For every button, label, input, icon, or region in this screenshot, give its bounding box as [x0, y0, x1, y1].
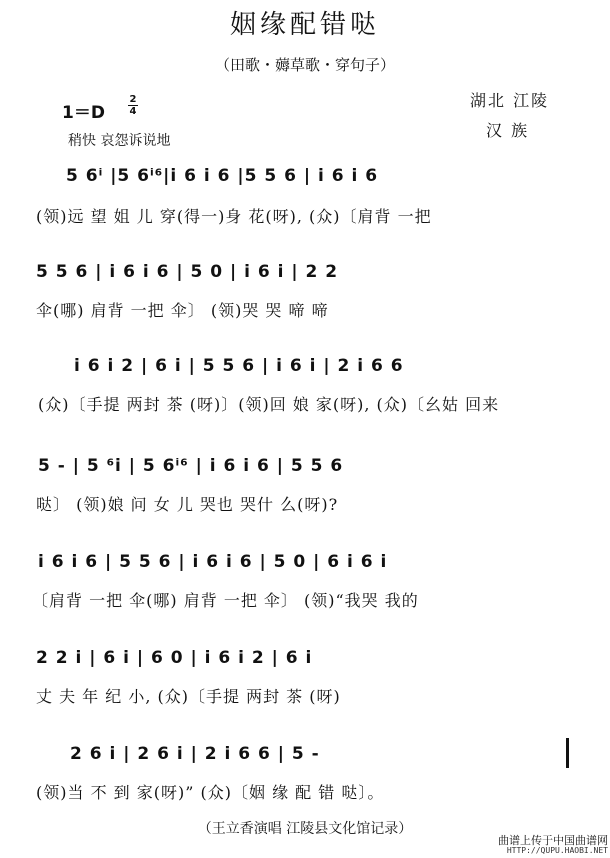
song-subtitle: （田歌・薅草歌・穿句子）	[214, 56, 395, 74]
origin-region: 湖北 江陵	[470, 91, 550, 110]
watermark-text: 曲谱上传于中国曲谱网	[498, 834, 608, 847]
watermark-url: HTTP://QUPU.HAOBI.NET	[506, 846, 608, 855]
lyrics-line-2: 伞(哪) 肩背 一把 伞〕 (领)哭 哭 啼 啼	[36, 301, 329, 320]
meter-bottom: 4	[129, 106, 137, 117]
meter-top: 2	[129, 94, 137, 105]
notation-line-4: 5 - | 5 ⁶i | 5 6ⁱ⁶ | i 6 i 6 | 5 5 6	[38, 456, 344, 476]
key-signature: 1＝D	[62, 103, 105, 123]
notation-line-5: i 6 i 6 | 5 5 6 | i 6 i 6 | 5 0 | 6 i 6 i	[38, 552, 388, 572]
notation-line-6: 2 2 i | 6 i | 6 0 | i 6 i 2 | 6 i	[36, 648, 313, 668]
lyrics-line-6: 丈 夫 年 纪 小, (众)〔手提 两封 茶 (呀)	[36, 687, 341, 706]
origin-ethnicity: 汉 族	[486, 121, 530, 140]
song-title: 姻缘配错哒	[229, 10, 380, 40]
tempo-marking: 稍快 哀怨诉说地	[68, 133, 171, 149]
lyrics-line-5: 〔肩背 一把 伞(哪) 肩背 一把 伞〕 (领)“我哭 我的	[32, 591, 419, 610]
lyrics-line-1: (领)远 望 姐 儿 穿(得一)身 花(呀), (众)〔肩背 一把	[36, 207, 432, 226]
time-signature	[128, 94, 138, 117]
notation-line-3: i 6 i 2 | 6 i | 5 5 6 | i 6 i | 2 i 6 6	[74, 356, 404, 376]
lyrics-line-4: 哒〕 (领)娘 问 女 儿 哭也 哭什 么(呀)?	[36, 495, 339, 514]
notation-line-2: 5 5 6 | i 6 i 6 | 5 0 | i 6 i | 2 2	[36, 262, 339, 282]
lyrics-line-3: (众)〔手提 两封 茶 (呀)〕(领)回 娘 家(呀), (众)〔幺姑 回来	[38, 395, 500, 414]
notation-line-7: 2 6 i | 2 6 i | 2 i 6 6 | 5 -	[70, 744, 320, 764]
lyrics-line-7: (领)当 不 到 家(呀)” (众)〔姻 缘 配 错 哒〕。	[36, 783, 385, 802]
performer-credit: （王立香演唱 江陵县文化馆记录）	[197, 821, 413, 837]
final-barline	[566, 738, 569, 768]
notation-line-1: 5 6ⁱ |5 6ⁱ⁶|i 6 i 6 |5 5 6 | i 6 i 6	[66, 166, 379, 186]
